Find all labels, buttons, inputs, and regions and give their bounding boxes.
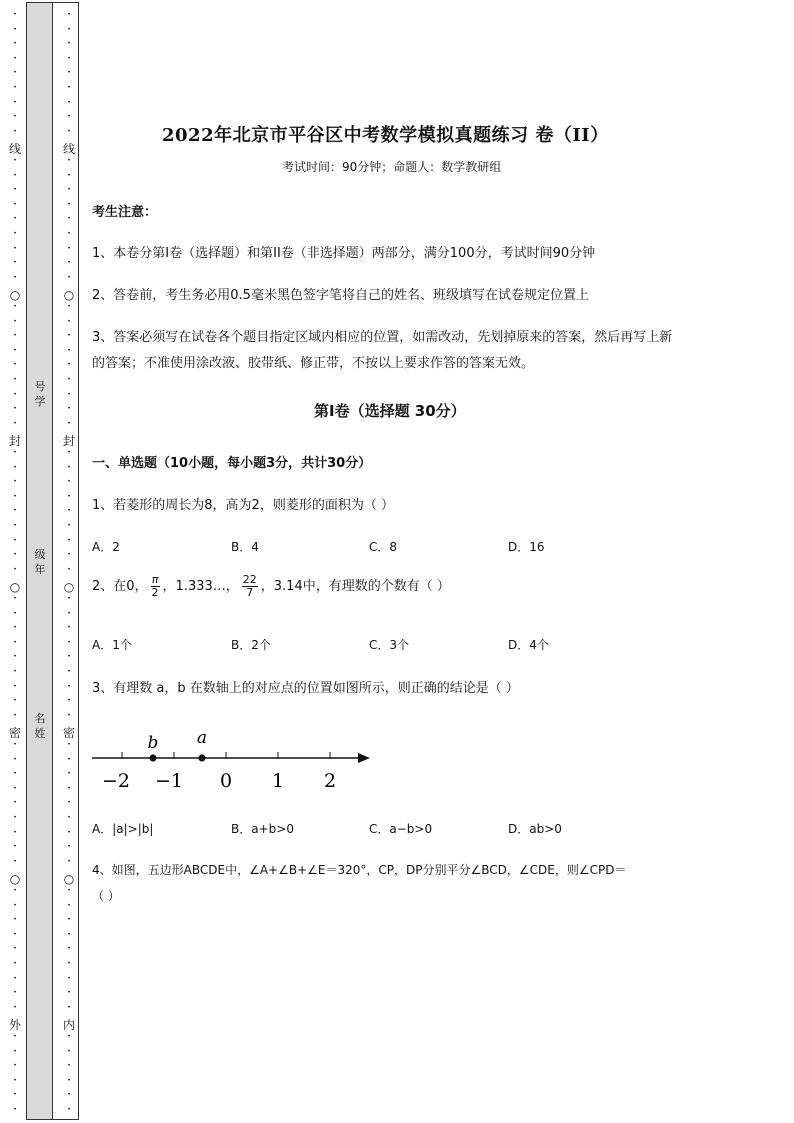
cut-line-dot: • xyxy=(67,537,71,544)
cut-line-dot: • xyxy=(67,566,71,573)
exam-title: 2022年北京市平谷区中考数学模拟真题练习 卷（II） xyxy=(162,125,609,146)
cut-line-dot: • xyxy=(67,785,71,792)
cut-line-dot: • xyxy=(13,245,17,252)
margin-mark-seal: 封 xyxy=(62,434,75,448)
right-dotted-cut-line xyxy=(62,0,76,1123)
q1-option-d: D．16 xyxy=(508,540,545,554)
cut-line-dot: • xyxy=(13,551,17,558)
cut-line-dot: • xyxy=(67,55,71,62)
cut-line-dot: • xyxy=(13,99,17,106)
note-item-3: 3、答案必须写在试卷各个题目指定区域内相应的位置，如需改动，先划掉原来的答案，然后再写上新 xyxy=(92,330,673,345)
point-b-label: b xyxy=(147,733,159,753)
note-item-3-cont: 的答案；不准使用涂改液、胶带纸、修正带，不按以上要求作答的答案无效。 xyxy=(92,356,535,371)
cut-line-dot: • xyxy=(13,989,17,996)
cut-line-dot: • xyxy=(67,420,71,427)
cut-line-dot: • xyxy=(13,391,17,398)
cut-line-dot: • xyxy=(13,464,17,471)
cut-line-dot: • xyxy=(13,318,17,325)
fraction-22-over-7: $\frac{22}{7}$ xyxy=(242,573,257,600)
cut-line-dot: • xyxy=(67,814,71,821)
cut-line-dot: • xyxy=(13,113,17,120)
cut-line-dot: • xyxy=(13,1077,17,1084)
q2-option-b: B．2个 xyxy=(231,638,271,652)
cut-line-dot: • xyxy=(67,84,71,91)
cut-line-dot: • xyxy=(67,318,71,325)
cut-line-dot: • xyxy=(13,11,17,18)
margin-mark-secret: 密 xyxy=(62,726,75,740)
cut-line-dot: • xyxy=(67,916,71,923)
q2-option-a: A．1个 xyxy=(92,638,132,652)
cut-line-dot: • xyxy=(67,215,71,222)
q1-option-a: A．2 xyxy=(92,540,120,554)
cut-line-dot: • xyxy=(13,697,17,704)
cut-line-dot: • xyxy=(67,989,71,996)
cut-line-dot: • xyxy=(13,770,17,777)
note-item-1: 1、本卷分第I卷（选择题）和第II卷（非选择题）两部分，满分100分，考试时间90分钟 xyxy=(92,246,596,261)
name-label: 名 姓 xyxy=(34,712,46,741)
cut-line-dot: • xyxy=(13,40,17,47)
cut-line-dot: • xyxy=(67,347,71,354)
note-item-2: 2、答卷前，考生务必用0.5毫米黑色签字笔将自己的姓名、班级填写在试卷规定位置上 xyxy=(92,288,589,303)
cut-line-dot: • xyxy=(13,1062,17,1069)
cut-line-dot: • xyxy=(13,741,17,748)
notes-heading: 考生注意： xyxy=(92,205,158,220)
q3-option-c: C．a−b>0 xyxy=(369,822,433,836)
margin-mark-line: 线 xyxy=(8,142,21,156)
q2-option-d: D．4个 xyxy=(508,638,549,652)
cut-line-dot: • xyxy=(67,843,71,850)
cut-line-dot: • xyxy=(67,829,71,836)
cut-line-dot: • xyxy=(13,756,17,763)
point-a-label: a xyxy=(196,728,208,748)
cut-line-dot: • xyxy=(67,858,71,865)
cut-line-dot: • xyxy=(67,741,71,748)
cut-line-dot: • xyxy=(13,814,17,821)
tick-label-2: 2 xyxy=(323,770,337,792)
margin-mark-secret: 密 xyxy=(8,726,21,740)
cut-line-dot: • xyxy=(67,26,71,33)
cut-line-dot: • xyxy=(67,201,71,208)
cut-line-dot: • xyxy=(13,1004,17,1011)
cut-line-dot: • xyxy=(67,493,71,500)
cut-line-dot: • xyxy=(67,405,71,412)
q3-option-b: B．a+b>0 xyxy=(231,822,294,836)
cut-line-dot: • xyxy=(67,624,71,631)
margin-mark-circle: ○ xyxy=(63,288,75,302)
cut-line-dot: • xyxy=(13,55,17,62)
q3-option-a: A．|a|>|b| xyxy=(92,822,154,836)
margin-mark-circle: ○ xyxy=(9,580,21,594)
margin-mark-circle: ○ xyxy=(9,288,21,302)
tick-label-neg2: −2 xyxy=(101,770,131,792)
cut-line-dot: • xyxy=(13,1033,17,1040)
cut-line-dot: • xyxy=(67,1091,71,1098)
cut-line-dot: • xyxy=(13,274,17,281)
cut-line-dot: • xyxy=(13,785,17,792)
cut-line-dot: • xyxy=(67,464,71,471)
cut-line-dot: • xyxy=(67,478,71,485)
cut-line-dot: • xyxy=(13,537,17,544)
margin-mark-line: 线 xyxy=(62,142,75,156)
grade-label: 级 年 xyxy=(34,548,46,577)
cut-line-dot: • xyxy=(13,405,17,412)
cut-line-dot: • xyxy=(67,40,71,47)
margin-mark-inner: 内 xyxy=(62,1018,75,1032)
cut-line-dot: • xyxy=(67,1033,71,1040)
cut-line-dot: • xyxy=(67,99,71,106)
question-2-stem: 2、在0， $\frac{\pi}{2}$ ，1.333…， $\frac{22}{7}$ ，3.14中，有理数的个数有（ ） xyxy=(92,573,450,600)
cut-line-dot: • xyxy=(13,960,17,967)
cut-line-dot: • xyxy=(13,84,17,91)
cut-line-dot: • xyxy=(13,1091,17,1098)
cut-line-dot: • xyxy=(13,1106,17,1113)
cut-line-dot: • xyxy=(13,858,17,865)
cut-line-dot: • xyxy=(67,770,71,777)
cut-line-dot: • xyxy=(67,303,71,310)
cut-line-dot: • xyxy=(67,157,71,164)
cut-line-dot: • xyxy=(67,931,71,938)
cut-line-dot: • xyxy=(13,230,17,237)
cut-line-dot: • xyxy=(13,26,17,33)
tick-label-1: 1 xyxy=(271,770,285,792)
cut-line-dot: • xyxy=(67,376,71,383)
cut-line-dot: • xyxy=(67,1048,71,1055)
cut-line-dot: • xyxy=(67,69,71,76)
margin-mark-circle: ○ xyxy=(9,872,21,886)
cut-line-dot: • xyxy=(13,566,17,573)
cut-line-dot: • xyxy=(13,902,17,909)
cut-line-dot: • xyxy=(13,259,17,266)
cut-line-dot: • xyxy=(67,756,71,763)
cut-line-dot: • xyxy=(67,245,71,252)
cut-line-dot: • xyxy=(13,945,17,952)
cut-line-dot: • xyxy=(13,201,17,208)
cut-line-dot: • xyxy=(13,829,17,836)
cut-line-dot: • xyxy=(67,230,71,237)
q3-option-d: D．ab>0 xyxy=(508,822,562,836)
cut-line-dot: • xyxy=(13,653,17,660)
cut-line-dot: • xyxy=(13,361,17,368)
cut-line-dot: • xyxy=(67,668,71,675)
cut-line-dot: • xyxy=(13,975,17,982)
exam-subtitle: 考试时间：90分钟；命题人：数学教研组 xyxy=(282,160,502,174)
number-line-figure xyxy=(92,724,382,794)
point-a xyxy=(198,754,205,761)
info-field-strip xyxy=(27,3,53,1119)
cut-line-dot: • xyxy=(67,697,71,704)
cut-line-dot: • xyxy=(13,887,17,894)
cut-line-dot: • xyxy=(13,931,17,938)
cut-line-dot: • xyxy=(67,653,71,660)
cut-line-dot: • xyxy=(13,347,17,354)
cut-line-dot: • xyxy=(67,11,71,18)
cut-line-dot: • xyxy=(67,522,71,529)
fraction-pi-over-2: $\frac{\pi}{2}$ xyxy=(151,573,159,600)
cut-line-dot: • xyxy=(67,712,71,719)
margin-mark-circle: ○ xyxy=(63,872,75,886)
cut-line-dot: • xyxy=(13,420,17,427)
cut-line-dot: • xyxy=(67,639,71,646)
student-no-label: 号 学 xyxy=(34,380,46,409)
cut-line-dot: • xyxy=(67,1106,71,1113)
cut-line-dot: • xyxy=(13,668,17,675)
cut-line-dot: • xyxy=(13,799,17,806)
question-4-blank: （ ） xyxy=(92,889,120,903)
cut-line-dot: • xyxy=(67,128,71,135)
cut-line-dot: • xyxy=(67,172,71,179)
cut-line-dot: • xyxy=(67,391,71,398)
margin-mark-outer: 外 xyxy=(8,1018,21,1032)
cut-line-dot: • xyxy=(13,683,17,690)
cut-line-dot: • xyxy=(67,887,71,894)
part-heading: 一、单选题（10小题，每小题3分，共计30分） xyxy=(92,456,372,471)
cut-line-dot: • xyxy=(67,595,71,602)
cut-line-dot: • xyxy=(13,595,17,602)
cut-line-dot: • xyxy=(67,274,71,281)
cut-line-dot: • xyxy=(13,916,17,923)
question-1-stem: 1、若菱形的周长为8，高为2，则菱形的面积为（ ） xyxy=(92,498,394,513)
number-line-arrow xyxy=(358,753,370,763)
cut-line-dot: • xyxy=(67,507,71,514)
cut-line-dot: • xyxy=(13,522,17,529)
cut-line-dot: • xyxy=(13,493,17,500)
cut-line-dot: • xyxy=(67,551,71,558)
cut-line-dot: • xyxy=(13,376,17,383)
tick-label-0: 0 xyxy=(219,770,233,792)
point-b xyxy=(149,754,156,761)
cut-line-dot: • xyxy=(67,113,71,120)
cut-line-dot: • xyxy=(13,639,17,646)
cut-line-dot: • xyxy=(67,332,71,339)
cut-line-dot: • xyxy=(13,610,17,617)
cut-line-dot: • xyxy=(13,215,17,222)
q1-option-b: B．4 xyxy=(231,540,259,554)
cut-line-dot: • xyxy=(13,843,17,850)
cut-line-dot: • xyxy=(13,69,17,76)
tick-label-neg1: −1 xyxy=(154,770,184,792)
cut-line-dot: • xyxy=(67,610,71,617)
cut-line-dot: • xyxy=(67,1004,71,1011)
cut-line-dot: • xyxy=(67,361,71,368)
cut-line-dot: • xyxy=(67,945,71,952)
question-4-stem: 4、如图，五边形ABCDE中，∠A+∠B+∠E＝320°，CP，DP分别平分∠BCD，∠CDE，则∠CPD＝ xyxy=(92,863,627,877)
margin-mark-circle: ○ xyxy=(63,580,75,594)
cut-line-dot: • xyxy=(67,975,71,982)
cut-line-dot: • xyxy=(13,1048,17,1055)
section-title: 第I卷（选择题 30分） xyxy=(314,402,466,420)
q1-option-c: C．8 xyxy=(369,540,398,554)
cut-line-dot: • xyxy=(67,960,71,967)
cut-line-dot: • xyxy=(13,712,17,719)
cut-line-dot: • xyxy=(13,624,17,631)
cut-line-dot: • xyxy=(13,478,17,485)
cut-line-dot: • xyxy=(67,683,71,690)
left-dotted-cut-line xyxy=(8,0,22,1123)
cut-line-dot: • xyxy=(13,128,17,135)
cut-line-dot: • xyxy=(67,259,71,266)
cut-line-dot: • xyxy=(13,303,17,310)
cut-line-dot: • xyxy=(13,332,17,339)
cut-line-dot: • xyxy=(67,186,71,193)
cut-line-dot: • xyxy=(67,1077,71,1084)
question-3-stem: 3、有理数 a，b 在数轴上的对应点的位置如图所示，则正确的结论是（ ） xyxy=(92,681,519,696)
cut-line-dot: • xyxy=(67,799,71,806)
margin-mark-seal: 封 xyxy=(8,434,21,448)
q2-option-c: C．3个 xyxy=(369,638,410,652)
cut-line-dot: • xyxy=(67,902,71,909)
cut-line-dot: • xyxy=(13,172,17,179)
cut-line-dot: • xyxy=(13,186,17,193)
cut-line-dot: • xyxy=(13,449,17,456)
cut-line-dot: • xyxy=(67,1062,71,1069)
cut-line-dot: • xyxy=(67,449,71,456)
cut-line-dot: • xyxy=(13,157,17,164)
cut-line-dot: • xyxy=(13,507,17,514)
